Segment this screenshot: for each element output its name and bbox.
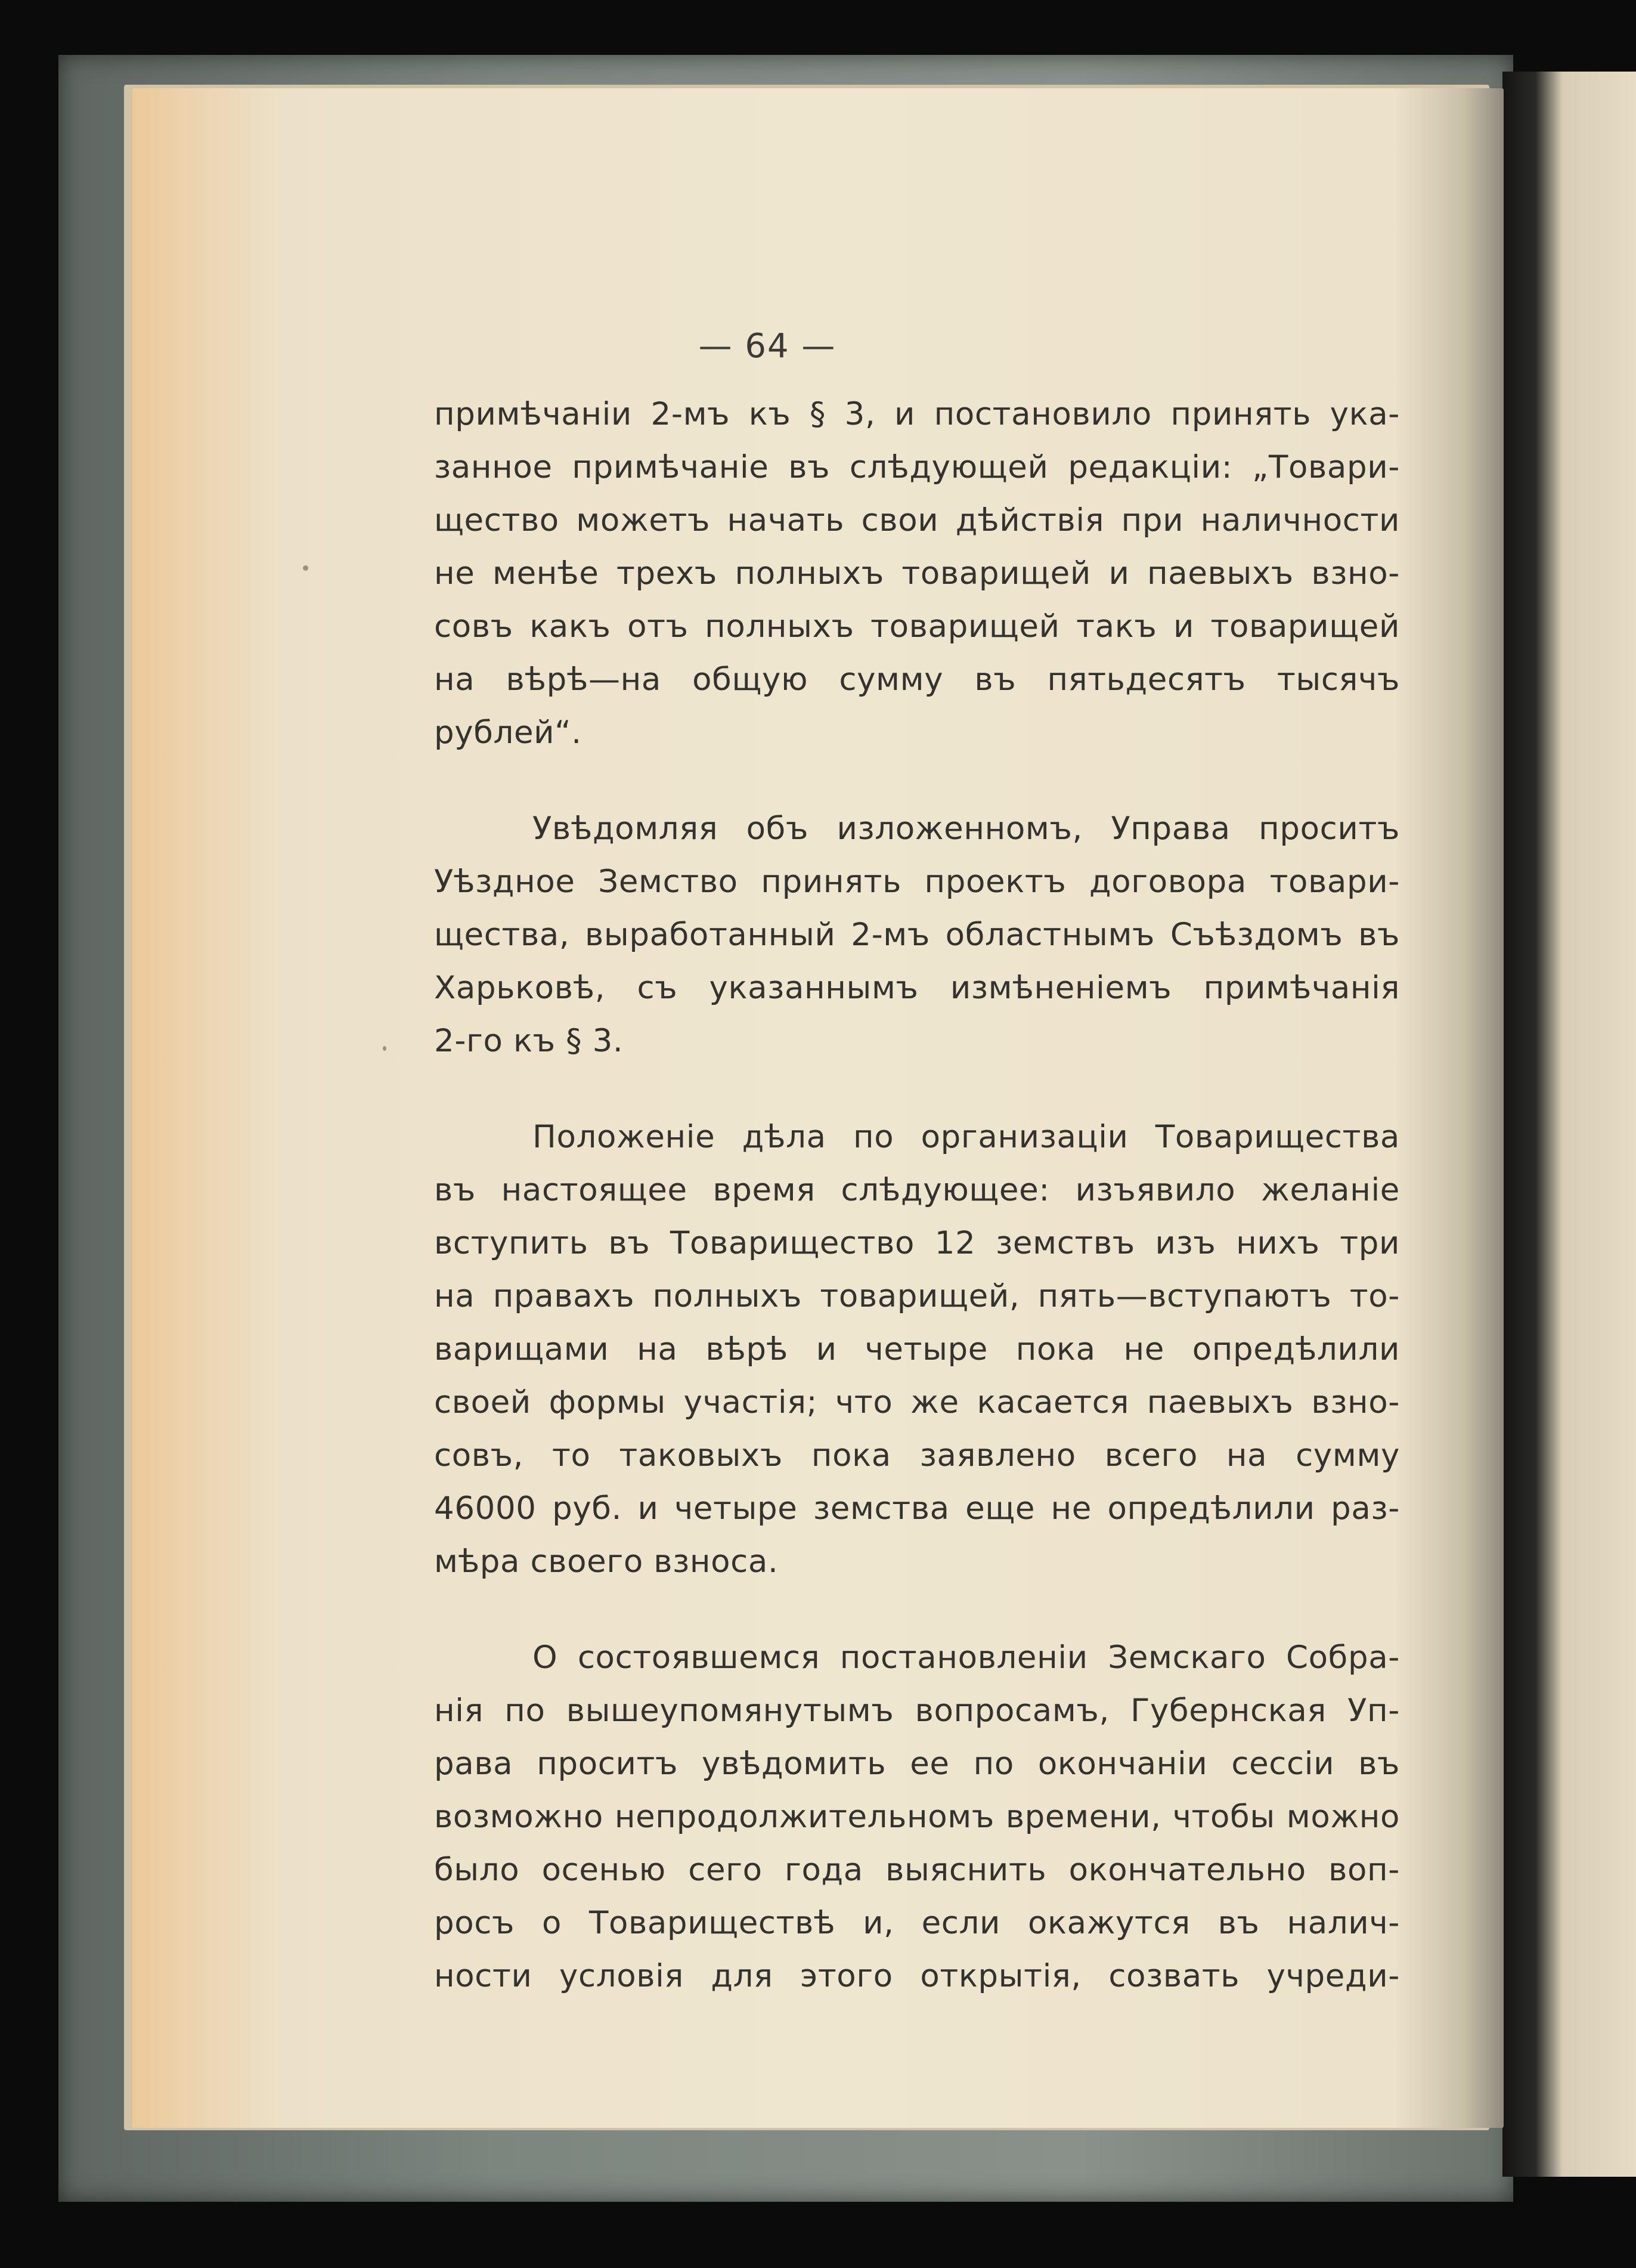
text-line: Увѣдомляя объ изложенномъ, Управа проситъ bbox=[532, 810, 1400, 847]
text-line: Положеніе дѣла по организаціи Товарищества bbox=[532, 1119, 1400, 1155]
text-line: щества, выработанный 2-мъ областнымъ Съѣздомъ въ bbox=[434, 917, 1400, 953]
text-line: варищами на вѣрѣ и четыре пока не опредѣлили bbox=[434, 1331, 1400, 1367]
text-line: своей формы участія; что же касается паевыхъ взно- bbox=[434, 1384, 1400, 1421]
paper-speck bbox=[383, 1046, 386, 1051]
text-line: нія по вышеупомянутымъ вопросамъ, Губернская Уп- bbox=[434, 1693, 1400, 1729]
paper-speck bbox=[303, 565, 308, 571]
text-line: рублей“. bbox=[434, 714, 582, 751]
text-line: на вѣрѣ—на общую сумму въ пятьдесятъ тысячъ bbox=[434, 661, 1400, 698]
page-text bbox=[434, 388, 1400, 2003]
page-number: — 64 — bbox=[698, 327, 836, 366]
text-line: въ настоящее время слѣдующее: изъявило желаніе bbox=[434, 1172, 1400, 1208]
next-page-edge bbox=[1502, 72, 1636, 2177]
text-line: совъ какъ отъ полныхъ товарищей такъ и товарищей bbox=[434, 608, 1400, 645]
text-line: О состоявшемся постановленіи Земскаго Собра- bbox=[532, 1639, 1400, 1676]
text-line: возможно непродолжительномъ времени, чтобы можно bbox=[434, 1799, 1400, 1835]
text-line: было осенью сего года выяснить окончательно воп- bbox=[434, 1852, 1400, 1888]
text-line: Харьковѣ, съ указаннымъ измѣненіемъ примѣчанія bbox=[434, 970, 1400, 1006]
text-line: не менѣе трехъ полныхъ товарищей и паевыхъ взно- bbox=[434, 555, 1400, 592]
text-line: рава проситъ увѣдомить ее по окончаніи сессіи въ bbox=[434, 1746, 1400, 1782]
text-line: 2-го къ § 3. bbox=[434, 1023, 624, 1059]
text-line: росъ о Товариществѣ и, если окажутся въ налич- bbox=[434, 1905, 1400, 1941]
text-line: занное примѣчаніе въ слѣдующей редакціи: „Товари- bbox=[434, 449, 1400, 485]
text-line: вступить въ Товарищество 12 земствъ изъ нихъ три bbox=[434, 1225, 1400, 1261]
text-line: Уѣздное Земство принять проектъ договора товари- bbox=[434, 864, 1400, 900]
text-line: совъ, то таковыхъ пока заявлено всего на сумму bbox=[434, 1437, 1400, 1474]
text-line: мѣра своего взноса. bbox=[434, 1543, 779, 1580]
text-line: щество можетъ начать свои дѣйствія при наличности bbox=[434, 502, 1400, 539]
text-line: примѣчаніи 2-мъ къ § 3, и постановило принять ука- bbox=[434, 396, 1400, 432]
text-line: 46000 руб. и четыре земства еще не опредѣлили раз- bbox=[434, 1490, 1400, 1527]
text-line: на правахъ полныхъ товарищей, пять—вступаютъ то- bbox=[434, 1278, 1400, 1314]
text-line: ности условія для этого открытія, созвать учреди- bbox=[434, 1958, 1400, 1994]
